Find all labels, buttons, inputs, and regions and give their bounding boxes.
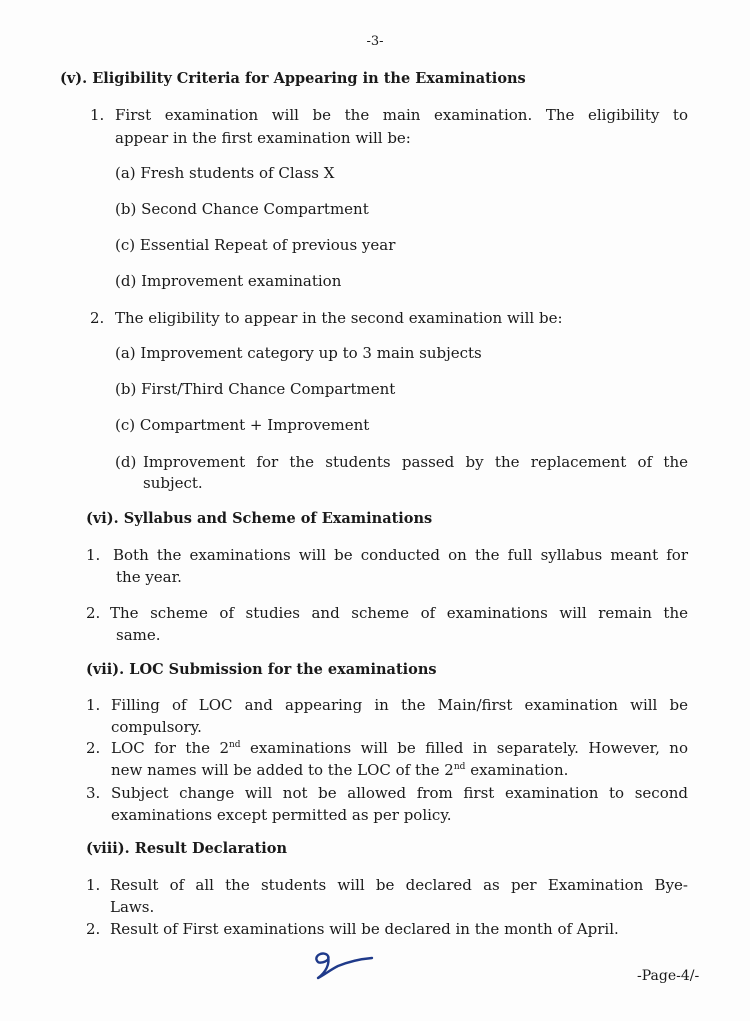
v-item-1-line2: appear in the first examination will be: xyxy=(115,129,411,147)
v2-sub-a: (a) Improvement category up to 3 main subjects xyxy=(115,344,482,362)
viii-item-1-line2: Laws. xyxy=(110,898,155,916)
vii-item-2-line1 xyxy=(111,737,688,759)
viii-item-1-num: 1. xyxy=(86,876,101,894)
viii-item-2-line1: Result of First examinations will be declared in the month of April. xyxy=(110,920,619,938)
vi-item-2-line1: The scheme of studies and scheme of examinations will remain the xyxy=(110,604,688,622)
v2-sub-c: (c) Compartment + Improvement xyxy=(115,416,370,434)
v-item-2-line1: The eligibility to appear in the second examination will be: xyxy=(115,309,563,327)
vii-item-3-line1: Subject change will not be allowed from first examination to second xyxy=(111,784,688,802)
section-viii-heading: (viii). Result Declaration xyxy=(86,840,287,857)
v-item-1-line1: First examination will be the main examination. The eligibility to xyxy=(115,106,688,124)
vi-item-2-num: 2. xyxy=(86,604,101,622)
page-number: -3- xyxy=(366,34,384,49)
vii-item-1-line2: compulsory. xyxy=(111,718,202,736)
v-sub-b: (b) Second Chance Compartment xyxy=(115,200,369,218)
superscript: nd xyxy=(229,740,241,750)
section-v-heading: (v). Eligibility Criteria for Appearing in the Examinations xyxy=(60,70,526,87)
v2-sub-b: (b) First/Third Chance Compartment xyxy=(115,380,396,398)
vi-item-1-line2: the year. xyxy=(116,568,182,586)
vi-item-1-line1: Both the examinations will be conducted on the full syllabus meant for xyxy=(113,546,688,564)
vi-item-2-line2: same. xyxy=(116,626,161,644)
section-vi-heading: (vi). Syllabus and Scheme of Examinations xyxy=(86,510,433,527)
v-item-1-num: 1. xyxy=(90,106,105,124)
v2-sub-d-label: (d) xyxy=(115,453,137,471)
text: LOC for the 2 xyxy=(111,739,229,757)
vi-item-1-num: 1. xyxy=(86,546,101,564)
vii-item-1-line1: Filling of LOC and appearing in the Main/first examination will be xyxy=(111,696,688,714)
v2-sub-d-line1: Improvement for the students passed by the replacement of the xyxy=(143,453,688,471)
vii-item-3-line2: examinations except permitted as per policy. xyxy=(111,806,452,824)
vii-item-2-line2 xyxy=(111,759,568,781)
vii-item-1-num: 1. xyxy=(86,696,101,714)
v-sub-d: (d) Improvement examination xyxy=(115,272,342,290)
v-item-2-num: 2. xyxy=(90,309,105,327)
vii-item-2-num: 2. xyxy=(86,739,101,757)
text: new names will be added to the LOC of the 2 xyxy=(111,761,454,779)
text: examinations will be filled in separately. However, no xyxy=(240,739,688,757)
viii-item-2-num: 2. xyxy=(86,920,101,938)
next-page-indicator: -Page-4/- xyxy=(637,968,700,984)
vii-item-3-num: 3. xyxy=(86,784,101,802)
viii-item-1-line1: Result of all the students will be declared as per Examination Bye- xyxy=(110,876,688,894)
section-vii-heading: (vii). LOC Submission for the examinations xyxy=(86,661,437,678)
text: examination. xyxy=(465,761,569,779)
v2-sub-d-line2: subject. xyxy=(143,474,203,492)
v-sub-a: (a) Fresh students of Class X xyxy=(115,164,335,182)
superscript: nd xyxy=(453,762,466,772)
v-sub-c: (c) Essential Repeat of previous year xyxy=(115,236,396,254)
signature-mark xyxy=(308,948,378,984)
